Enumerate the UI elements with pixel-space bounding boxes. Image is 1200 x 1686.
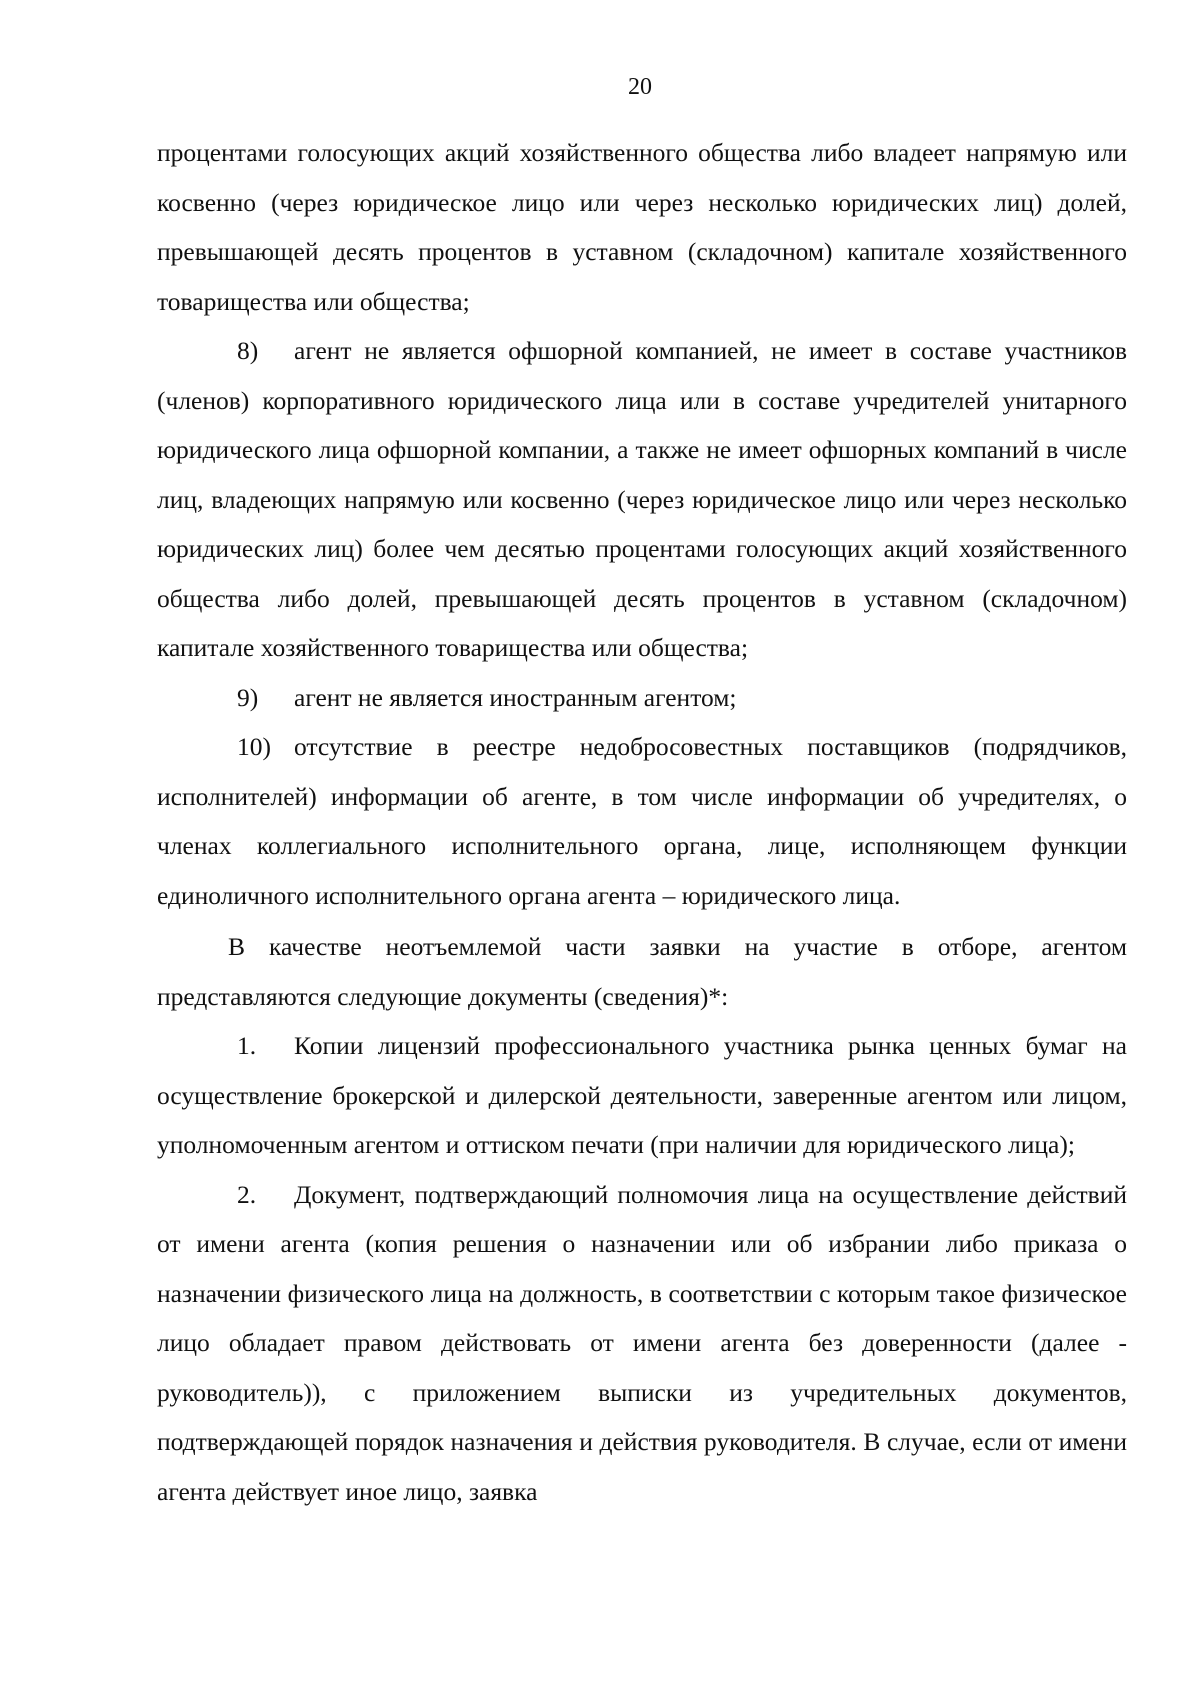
paragraph-text: Копии лицензий профессионального участника рынка ценных бумаг на осуществление брокерской и дилерской деятельности, заверенные агентом или лицом, уполномоченным агентом и оттиском печати (при наличии для юридического лица); [157, 1031, 1127, 1159]
list-marker: 8) [237, 336, 259, 365]
list-marker: 10) [237, 732, 271, 761]
list-marker: 2. [237, 1179, 257, 1209]
list-item-1 [157, 1021, 1127, 1170]
paragraph-text: отсутствие в реестре недобросовестных поставщиков (подрядчиков, исполнителей) информации об агенте, в том числе информации об учредителях, о членах коллегиального исполнительного органа, лице, исполняющем функции единоличного исполнительного органа агента – юридического лица. [157, 732, 1127, 910]
document-body [157, 128, 1127, 1516]
list-item-8 [157, 326, 1127, 673]
list-item-10 [157, 722, 1127, 920]
paragraph-continuation [157, 128, 1127, 326]
list-item-2 [157, 1170, 1127, 1517]
paragraph-text: В качестве неотъемлемой части заявки на участие в отборе, агентом представляются следующие документы (сведения)*: [157, 932, 1127, 1011]
paragraph-text: агент не является иностранным агентом; [294, 682, 737, 712]
page-number: 20 [628, 74, 652, 100]
list-item-9 [157, 673, 1127, 723]
paragraph-documents-intro [157, 922, 1127, 1021]
list-marker: 9) [237, 682, 259, 712]
paragraph-text: процентами голосующих акций хозяйственного общества либо владеет напрямую или косвенно (через юридическое лицо или через несколько юридических лиц) долей, превышающей десять процентов в уставном (складочном) капитале хозяйственного товарищества или общества; [157, 138, 1127, 316]
paragraph-text: Документ, подтверждающий полномочия лица на осуществление действий от имени агента (копия решения о назначении или об избрании либо приказа о назначении физического лица на должность, в соответствии с которым такое физическое лицо обладает правом действовать от имени агента без доверенности (далее - руководитель)), с приложением выписки из учредительных документов, подтверждающей порядок назначения и действия руководителя. В случае, если от имени агента действует иное лицо, заявка [157, 1179, 1127, 1506]
list-marker: 1. [237, 1031, 257, 1060]
paragraph-text: агент не является офшорной компанией, не имеет в составе участников (членов) корпоративного юридического лица или в составе учредителей унитарного юридического лица офшорной компании, а также не имеет офшорных компаний в числе лиц, владеющих напрямую или косвенно (через юридическое лицо или через несколько юридических лиц) более чем десятью процентами голосующих акций хозяйственного общества либо долей, превышающей десять процентов в уставном (складочном) капитале хозяйственного товарищества или общества; [157, 336, 1127, 662]
